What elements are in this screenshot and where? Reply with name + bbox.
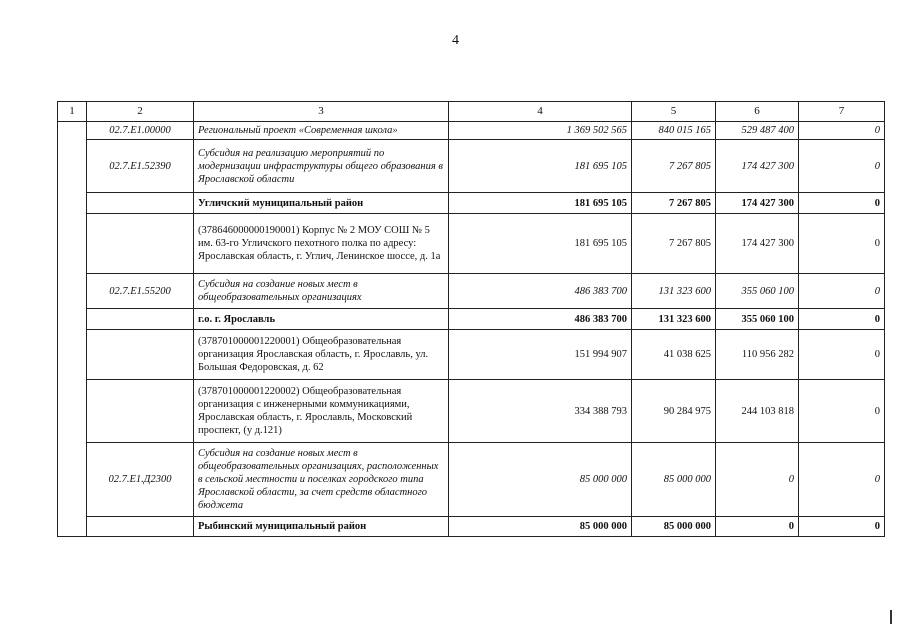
value-cell: 85 000 000 [449,443,632,517]
value-cell: 131 323 600 [632,274,716,309]
code-cell [87,309,194,330]
value-cell: 0 [799,309,885,330]
value-cell: 0 [799,380,885,443]
column-header: 1 [58,102,87,122]
value-cell: 174 427 300 [716,140,799,193]
description-cell: г.о. г. Ярославль [194,309,449,330]
table-row [58,122,885,140]
column-header: 7 [799,102,885,122]
value-cell: 334 388 793 [449,380,632,443]
description-cell: (378646000000190001) Корпус № 2 МОУ СОШ № 5 им. 63-го Угличского пехотного полка по адресу: Ярославская область, г. Углич, Ленинское шоссе, д. 1а [194,214,449,274]
code-cell: 02.7.E1.55200 [87,274,194,309]
budget-table [57,101,885,537]
value-cell: 0 [799,140,885,193]
table-row [58,330,885,380]
code-cell [87,214,194,274]
value-cell: 0 [799,330,885,380]
value-cell: 355 060 100 [716,309,799,330]
value-cell: 244 103 818 [716,380,799,443]
table-row [58,443,885,517]
description-cell: (378701000001220002) Общеобразовательная организация с инженерными коммуникациями, Ярославская область, г. Ярославль, Московский проспект, (у д.121) [194,380,449,443]
code-cell [87,193,194,214]
page-number: 4 [452,33,459,48]
column-header: 5 [632,102,716,122]
value-cell: 486 383 700 [449,309,632,330]
table-row [58,309,885,330]
table-row [58,214,885,274]
table-row [58,517,885,537]
value-cell: 181 695 105 [449,140,632,193]
table-row [58,274,885,309]
blank-cell [58,122,87,537]
value-cell: 0 [716,517,799,537]
code-cell: 02.7.E1.00000 [87,122,194,140]
table-row [58,193,885,214]
value-cell: 0 [716,443,799,517]
value-cell: 0 [799,443,885,517]
value-cell: 486 383 700 [449,274,632,309]
description-cell: Субсидия на реализацию мероприятий по модернизации инфраструктуры общего образования в Ярославской области [194,140,449,193]
value-cell: 85 000 000 [632,517,716,537]
column-header: 6 [716,102,799,122]
description-cell: Рыбинский муниципальный район [194,517,449,537]
value-cell: 7 267 805 [632,214,716,274]
value-cell: 181 695 105 [449,193,632,214]
description-cell: Угличский муниципальный район [194,193,449,214]
scan-mark [890,610,892,624]
value-cell: 90 284 975 [632,380,716,443]
value-cell: 151 994 907 [449,330,632,380]
table-header-row [58,102,885,122]
value-cell: 0 [799,193,885,214]
value-cell: 174 427 300 [716,193,799,214]
column-header: 4 [449,102,632,122]
code-cell: 02.7.E1.Д2300 [87,443,194,517]
table-row [58,380,885,443]
value-cell: 131 323 600 [632,309,716,330]
value-cell: 110 956 282 [716,330,799,380]
code-cell: 02.7.E1.52390 [87,140,194,193]
value-cell: 7 267 805 [632,140,716,193]
description-cell: Субсидия на создание новых мест в общеобразовательных организациях, расположенных в сельской местности и поселках городского типа Ярославской области, за счет средств областного бюджета [194,443,449,517]
value-cell: 355 060 100 [716,274,799,309]
column-header: 2 [87,102,194,122]
code-cell [87,517,194,537]
description-cell: Субсидия на создание новых мест в общеобразовательных организациях [194,274,449,309]
value-cell: 840 015 165 [632,122,716,140]
value-cell: 7 267 805 [632,193,716,214]
value-cell: 41 038 625 [632,330,716,380]
value-cell: 0 [799,274,885,309]
value-cell: 0 [799,214,885,274]
value-cell: 85 000 000 [632,443,716,517]
value-cell: 1 369 502 565 [449,122,632,140]
description-cell: Региональный проект «Современная школа» [194,122,449,140]
value-cell: 85 000 000 [449,517,632,537]
value-cell: 181 695 105 [449,214,632,274]
code-cell [87,330,194,380]
table-row [58,140,885,193]
column-header: 3 [194,102,449,122]
value-cell: 174 427 300 [716,214,799,274]
code-cell [87,380,194,443]
value-cell: 0 [799,122,885,140]
value-cell: 0 [799,517,885,537]
value-cell: 529 487 400 [716,122,799,140]
description-cell: (378701000001220001) Общеобразовательная организация Ярославская область, г. Ярославль, ул. Большая Федоровская, д. 62 [194,330,449,380]
